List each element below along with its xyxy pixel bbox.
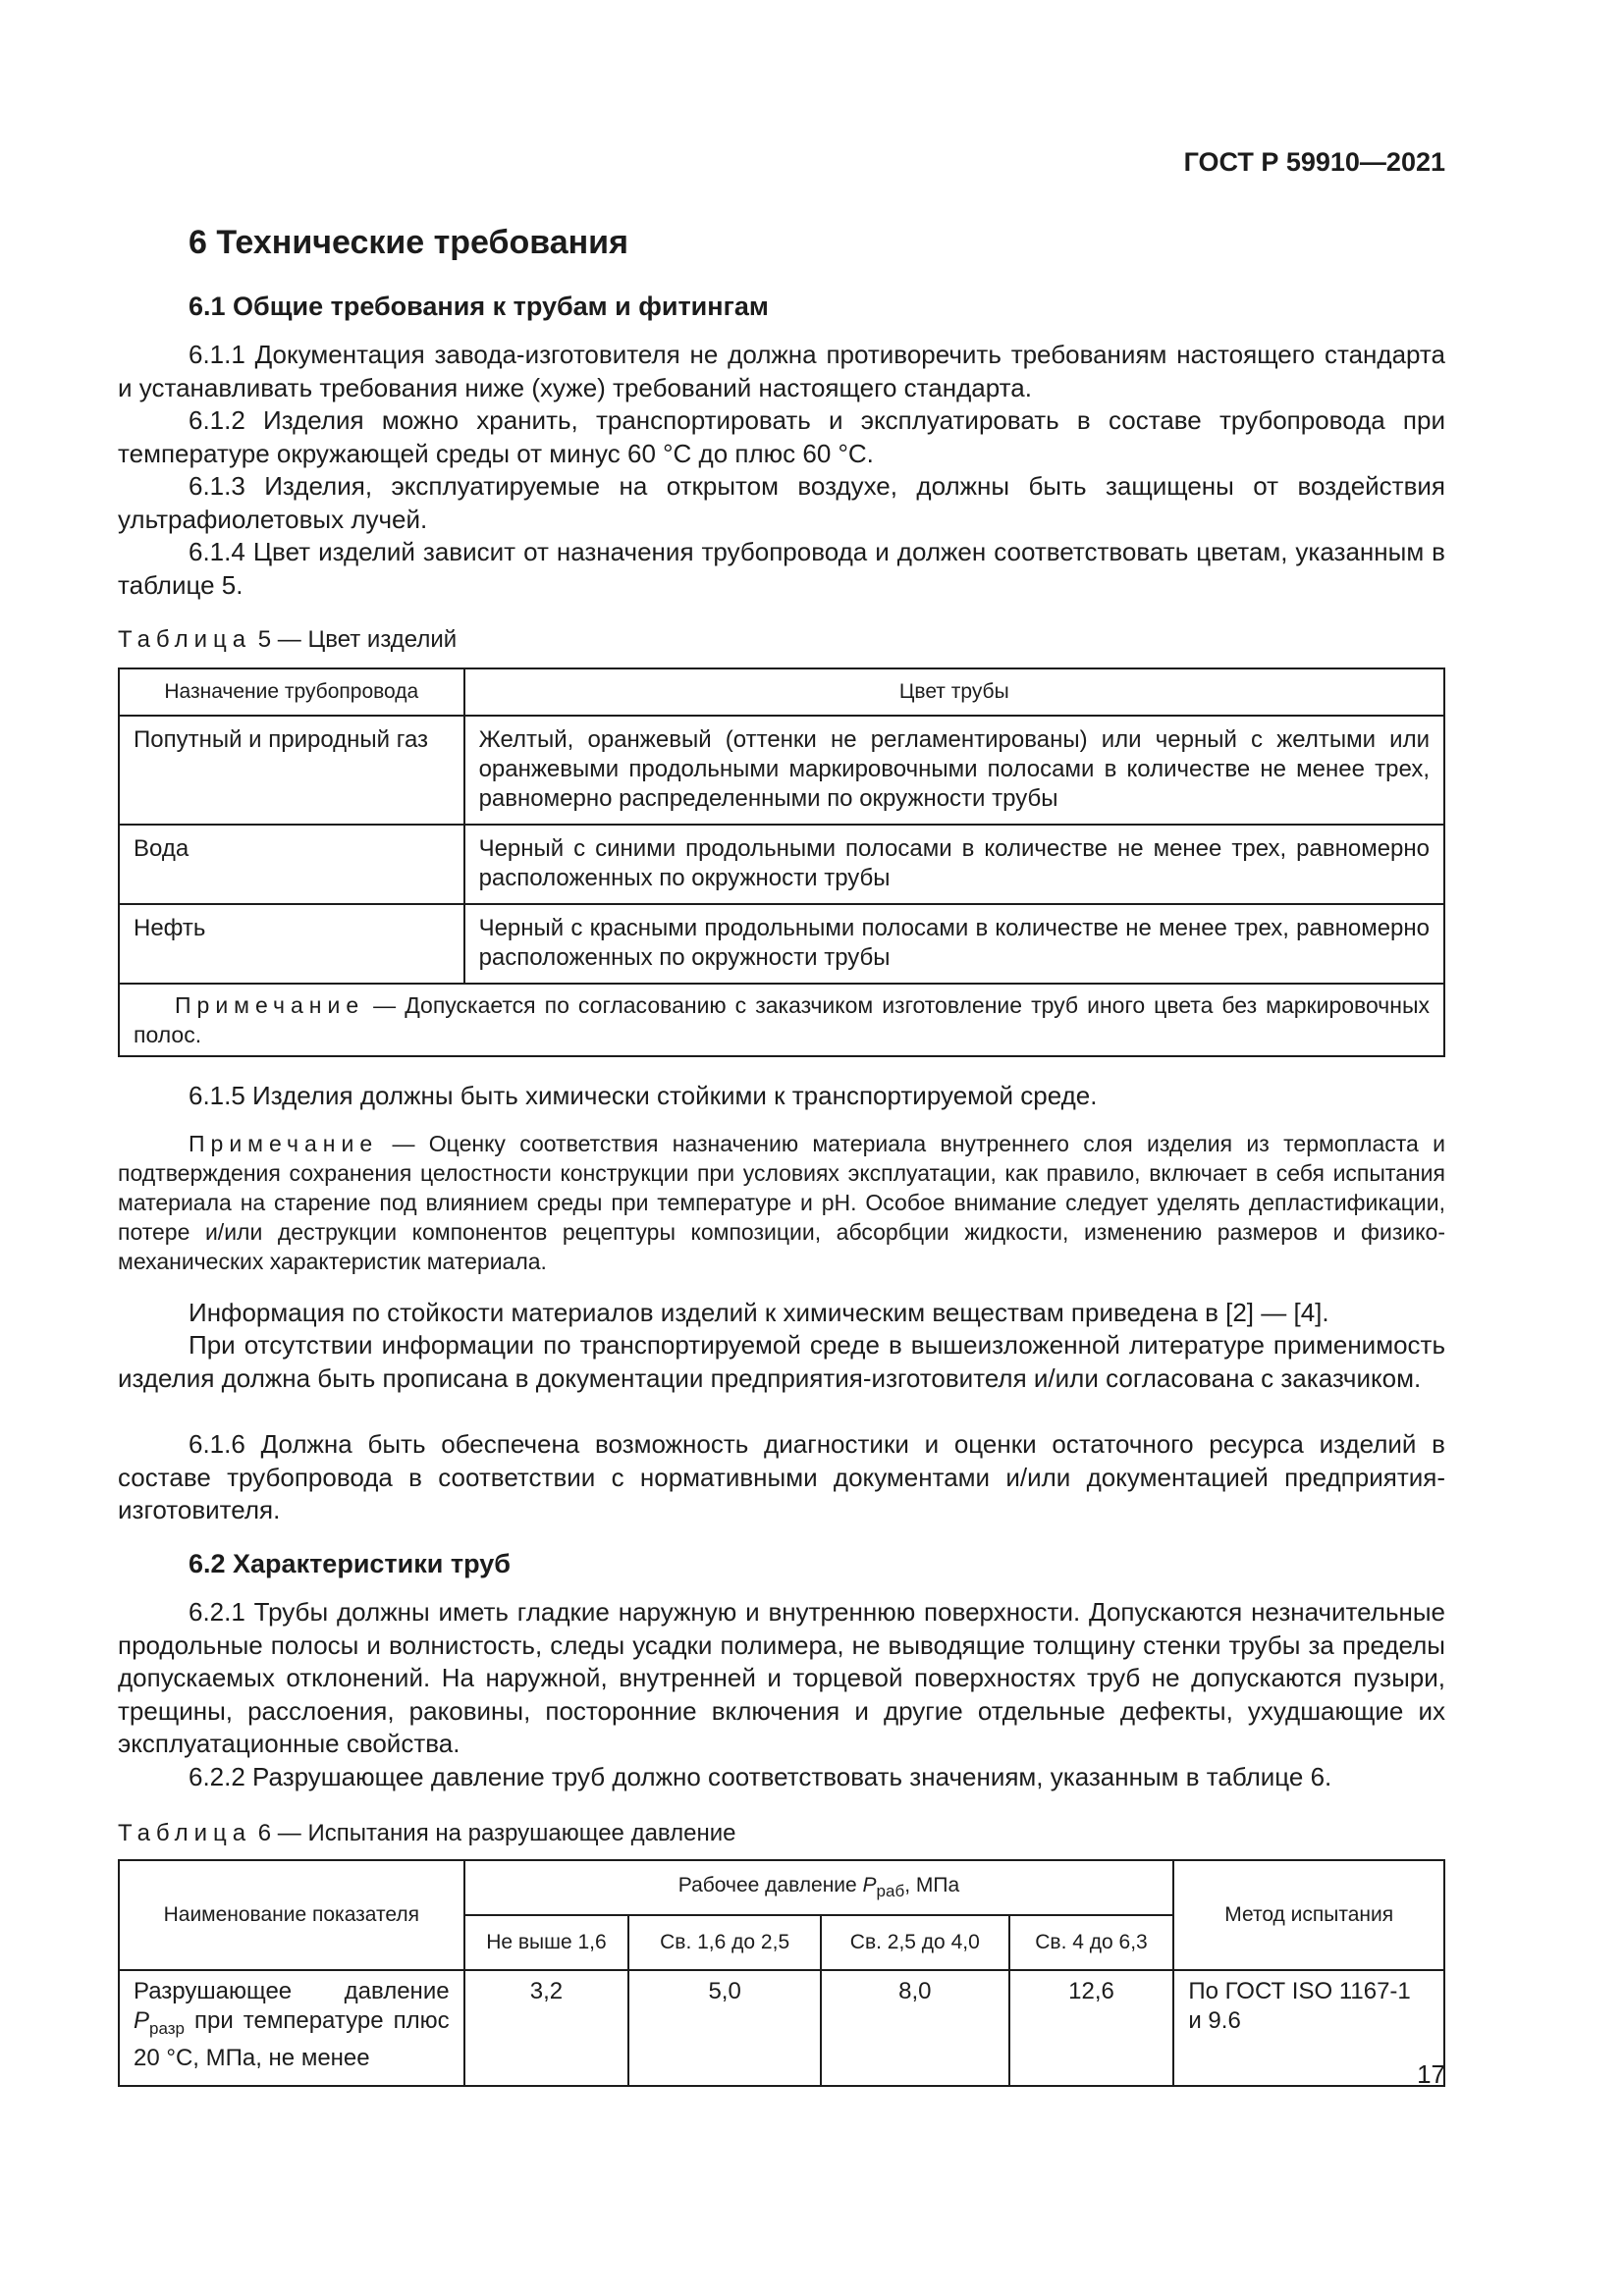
table-cell: Черный с синими продольными полосами в количестве не менее трех, равномерно расположенных по окружности трубы bbox=[464, 825, 1444, 904]
page-number: 17 bbox=[1417, 2059, 1445, 2089]
column-header: Назначение трубопровода bbox=[119, 668, 464, 716]
table-cell: Черный с красными продольными полосами в количестве не менее трех, равномерно расположенных по окружности трубы bbox=[464, 904, 1444, 984]
column-subheader: Св. 1,6 до 2,5 bbox=[628, 1915, 821, 1970]
table-row bbox=[119, 825, 1444, 904]
paragraph-info: Информация по стойкости материалов изделий к химическим веществам приведена в [2] — [4]. bbox=[189, 1298, 1329, 1327]
table-cell: 3,2 bbox=[464, 1970, 629, 2086]
column-header: Метод испытания bbox=[1173, 1860, 1444, 1970]
column-header: Цвет трубы bbox=[464, 668, 1444, 716]
paragraph-6-1-3: 6.1.3 Изделия, эксплуатируемые на открытом воздухе, должны быть защищены от воздействия ультрафиолетовых лучей. bbox=[118, 471, 1445, 534]
table-5-caption: Таблица 5 — Цвет изделий bbox=[118, 626, 458, 653]
column-header-work-pressure: Рабочее давление $P_{раб}$, МПа bbox=[464, 1860, 1174, 1915]
paragraph-6-2-1: 6.2.1 Трубы должны иметь гладкие наружную и внутреннюю поверхности. Допускаются незначительные продольные полосы и волнистость, следы усадки полимера, не выводящие толщину стенки трубы за пределы допускаемых отклонений. На наружной, внутренней и торцевой поверхностях труб не допускаются пузыри, трещины, расслоения, раковины, посторонние включения и другие отдельные дефекты, ухудшающие их эксплуатационные свойства. bbox=[118, 1597, 1445, 1758]
paragraph-6-1-1: 6.1.1 Документация завода-изготовителя не должна противоречить требованиям настоящего стандарта и устанавливать требования ниже (хуже) требований настоящего стандарта. bbox=[118, 340, 1445, 402]
column-subheader: Св. 2,5 до 4,0 bbox=[821, 1915, 1009, 1970]
paragraph-absent-info: При отсутствии информации по транспортируемой среде в вышеизложенной литературе применимость изделия должна быть прописана в документации предприятия-изготовителя и/или согласована с заказчиком. bbox=[118, 1330, 1445, 1393]
document-header-id: ГОСТ Р 59910—2021 bbox=[1183, 147, 1445, 177]
table-6-caption: Таблица 6 — Испытания на разрушающее давление bbox=[118, 1820, 736, 1846]
column-header: Наименование показателя bbox=[119, 1860, 464, 1970]
table-cell: По ГОСТ ISO 1167-1 и 9.6 bbox=[1173, 1970, 1444, 2086]
table-note-row bbox=[119, 984, 1444, 1056]
column-subheader: Св. 4 до 6,3 bbox=[1009, 1915, 1174, 1970]
paragraph-6-1-2: 6.1.2 Изделия можно хранить, транспортировать и эксплуатировать в составе трубопровода при температуре окружающей среды от минус 60 °С до плюс 60 °С. bbox=[118, 405, 1445, 468]
note-6-1-5: Примечание — Оценку соответствия назначению материала внутреннего слоя изделия из термопласта и подтверждения сохранения целостности конструкции при условиях эксплуатации, как правило, включает в себя испытания материала на старение под влиянием среды при температуре и pH. Особое внимание следует уделять депластификации, потере и/или деструкции компонентов рецептуры композиции, абсорбции жидкости, изменению размеров и физико-механических характеристик материала. bbox=[118, 1131, 1445, 1274]
table-row bbox=[119, 1970, 1444, 2086]
table-cell: 8,0 bbox=[821, 1970, 1009, 2086]
table-cell: Вода bbox=[119, 825, 464, 904]
subsection-6-2-title: 6.2 Характеристики труб bbox=[189, 1549, 511, 1578]
table-cell: Попутный и природный газ bbox=[119, 716, 464, 825]
column-subheader: Не выше 1,6 bbox=[464, 1915, 629, 1970]
subsection-6-1-title: 6.1 Общие требования к трубам и фитингам bbox=[189, 292, 769, 321]
table-header-row bbox=[119, 1860, 1444, 1915]
table-row bbox=[119, 904, 1444, 984]
table-cell: 12,6 bbox=[1009, 1970, 1174, 2086]
table-cell: Желтый, оранжевый (оттенки не регламентированы) или черный с желтыми или оранжевыми продольными маркировочными полосами в количестве не менее трех, равномерно распределенными по окружности трубы bbox=[464, 716, 1444, 825]
table-row bbox=[119, 716, 1444, 825]
paragraph-6-1-6: 6.1.6 Должна быть обеспечена возможность диагностики и оценки остаточного ресурса изделий в составе трубопровода в соответствии с нормативными документами и/или документацией предприятия-изготовителя. bbox=[118, 1429, 1445, 1524]
table-cell: 5,0 bbox=[628, 1970, 821, 2086]
paragraph-6-1-5: 6.1.5 Изделия должны быть химически стойкими к транспортируемой среде. bbox=[189, 1081, 1098, 1110]
table-cell: Разрушающее давление $P_{разр}$ при температуре плюс 20 °С, МПа, не менее bbox=[119, 1970, 464, 2086]
table-note: Примечание — Допускается по согласованию с заказчиком изготовление труб иного цвета без маркировочных полос. bbox=[119, 984, 1444, 1056]
paragraph-6-2-2: 6.2.2 Разрушающее давление труб должно соответствовать значениям, указанным в таблице 6. bbox=[189, 1762, 1332, 1791]
table-cell: Нефть bbox=[119, 904, 464, 984]
table-header-row bbox=[119, 668, 1444, 716]
table-6 bbox=[118, 1859, 1445, 2087]
table-5 bbox=[118, 667, 1445, 1057]
paragraph-6-1-4: 6.1.4 Цвет изделий зависит от назначения трубопровода и должен соответствовать цветам, указанным в таблице 5. bbox=[118, 537, 1445, 600]
section-title: 6 Технические требования bbox=[189, 224, 628, 261]
